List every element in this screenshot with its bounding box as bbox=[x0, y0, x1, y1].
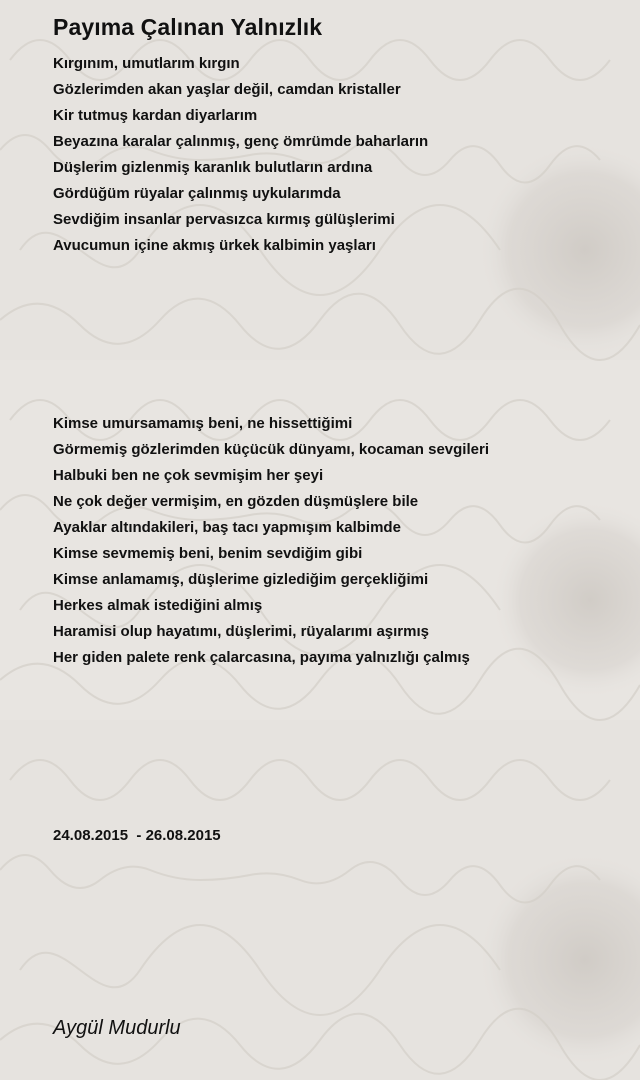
poem-line: Gördüğüm rüyalar çalınmış uykularımda bbox=[53, 185, 341, 202]
poem-line: Haramisi olup hayatımı, düşlerimi, rüyalarımı aşırmış bbox=[53, 623, 429, 640]
poem-line: Ne çok değer vermişim, en gözden düşmüşlere bile bbox=[53, 493, 419, 510]
poem-line: Herkes almak istediğini almış bbox=[53, 597, 263, 614]
poem-line: Görmemiş gözlerimden küçücük dünyamı, kocaman sevgileri bbox=[53, 441, 489, 458]
poem-title: Payıma Çalınan Yalnızlık bbox=[53, 14, 323, 40]
poem-date: 24.08.2015 - 26.08.2015 bbox=[53, 827, 221, 844]
poem-line: Düşlerim gizlenmiş karanlık bulutların ardına bbox=[53, 159, 373, 176]
poem-line: Kırgınım, umutlarım kırgın bbox=[53, 55, 240, 72]
poem-line: Her giden palete renk çalarcasına, payıma yalnızlığı çalmış bbox=[53, 649, 470, 666]
poem-line: Kir tutmuş kardan diyarlarım bbox=[53, 107, 258, 124]
poem-line: Halbuki ben ne çok sevmişim her şeyi bbox=[53, 467, 324, 484]
poem-line: Kimse sevmemiş beni, benim sevdiğim gibi bbox=[53, 545, 363, 562]
poem-line: Avucumun içine akmış ürkek kalbimin yaşları bbox=[53, 237, 376, 254]
poem-line: Ayaklar altındakileri, baş tacı yapmışım kalbimde bbox=[53, 519, 401, 536]
poem-stanza-2 bbox=[53, 411, 633, 671]
poem-line: Gözlerimden akan yaşlar değil, camdan kristaller bbox=[53, 81, 401, 98]
poem-stanza-1 bbox=[53, 51, 633, 259]
poem-author: Aygül Mudurlu bbox=[53, 1017, 181, 1039]
poem-line: Beyazına karalar çalınmış, genç ömrümde baharların bbox=[53, 133, 429, 150]
poem-line: Kimse umursamamış beni, ne hissettiğimi bbox=[53, 415, 353, 432]
poem-line: Kimse anlamamış, düşlerime gizlediğim gerçekliğimi bbox=[53, 571, 429, 588]
poem-line: Sevdiğim insanlar pervasızca kırmış gülüşlerimi bbox=[53, 211, 395, 228]
